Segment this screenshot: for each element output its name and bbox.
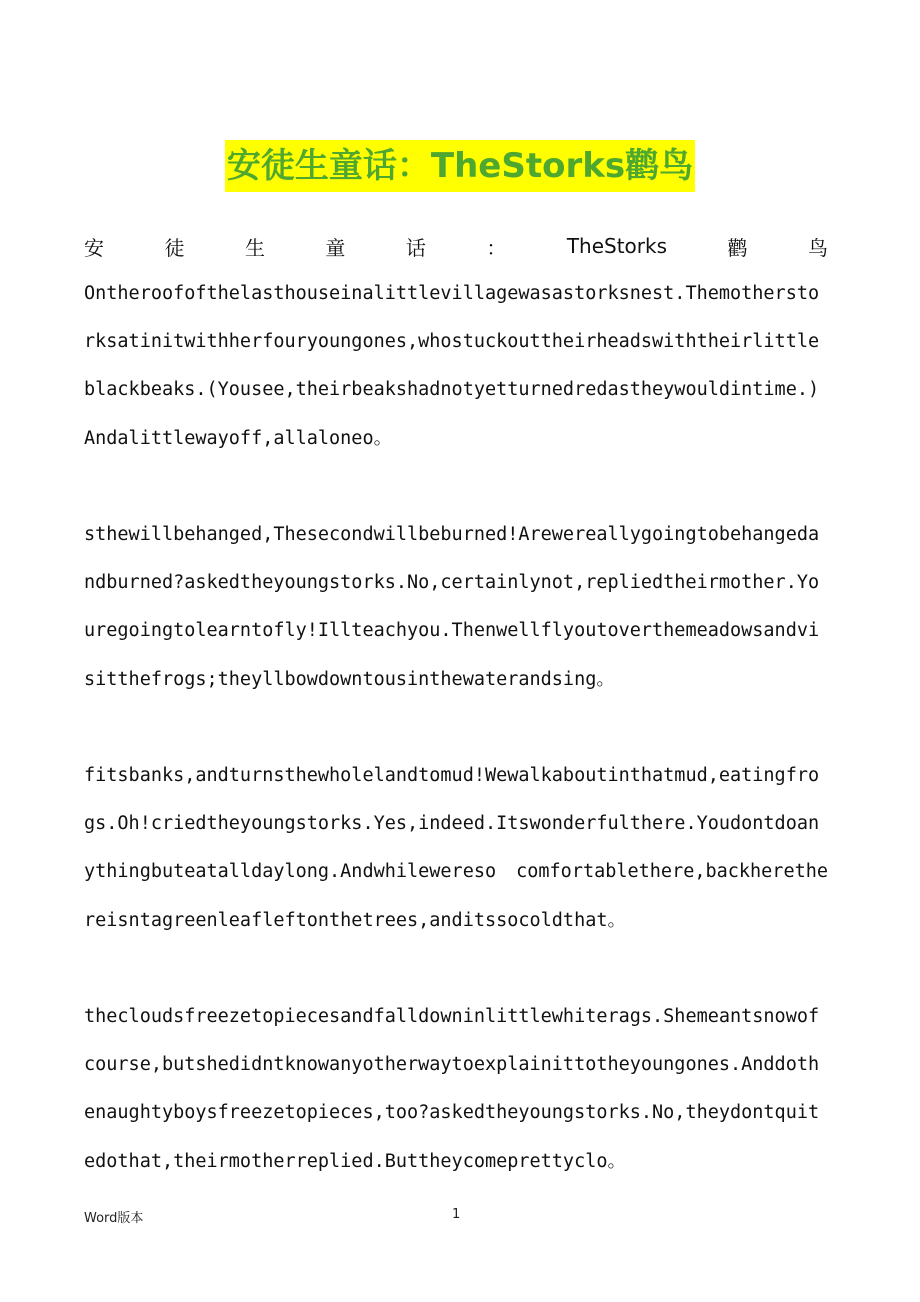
body-paragraph: fitsbanks,andturnsthewholelandtomud!Wewalkaboutinthatmud,eatingfrogs.Oh!criedtheyoungstorks.Yes,indeed.Itswonderfulthere.Youdontdoanythingbuteatalldaylong.Andwhilewereso comfortablethere,backherethereisntagreenleafleftonthetrees,anditssocoldthat。 xyxy=(84,765,828,931)
subtitle-char: TheStorks xyxy=(566,234,668,258)
subtitle-line xyxy=(84,226,828,266)
subtitle-char: 安 xyxy=(84,235,104,260)
body-paragraph: thecloudsfreezetopiecesandfalldowninlittlewhiterags.Shemeantsnowofcourse,butshedidntknowanyotherwaytoexplainittotheyoungones.Anddothenaughtyboysfreezetopieces,too?askedtheyoungstorks.No,theydontquitedothat,theirmotherreplied.Buttheycomeprettyclo。 xyxy=(84,1006,820,1172)
page-number: 1 xyxy=(452,1207,461,1222)
subtitle-char: 鸟 xyxy=(807,235,828,260)
subtitle-char: 童 xyxy=(325,235,346,260)
subtitle-char: ： xyxy=(486,235,507,260)
subtitle-char: 生 xyxy=(244,235,265,260)
body-paragraph: Ontheroofofthelasthouseinalittlevillagewasastorksnest.Themotherstorksatinitwithherfouryoungones,whostuckouttheirheadswiththeirlittleblackbeaks.(Yousee,theirbeakshadnotyetturnedredastheywouldintime.)Andalittlewayoff,allaloneo。 xyxy=(84,283,820,449)
title-container xyxy=(0,140,920,192)
subtitle-char: 鹳 xyxy=(727,235,748,260)
document-title: 安徒生童话：TheStorks鹳鸟 xyxy=(225,140,695,192)
subtitle-char: 徒 xyxy=(164,235,185,260)
footer-label: Word版本 xyxy=(84,1211,144,1226)
body-paragraph: sthewillbehanged,Thesecondwillbeburned!Arewereallygoingtobehangedandburned?askedtheyoungstorks.No,certainlynot,repliedtheirmother.Youregoingtolearntofly!Illteachyou.Thenwellflyoutoverthemeadowsandvisitthefrogs;theyllbowdowntousinthewaterandsing。 xyxy=(84,524,820,690)
subtitle-char: 话 xyxy=(405,235,426,260)
